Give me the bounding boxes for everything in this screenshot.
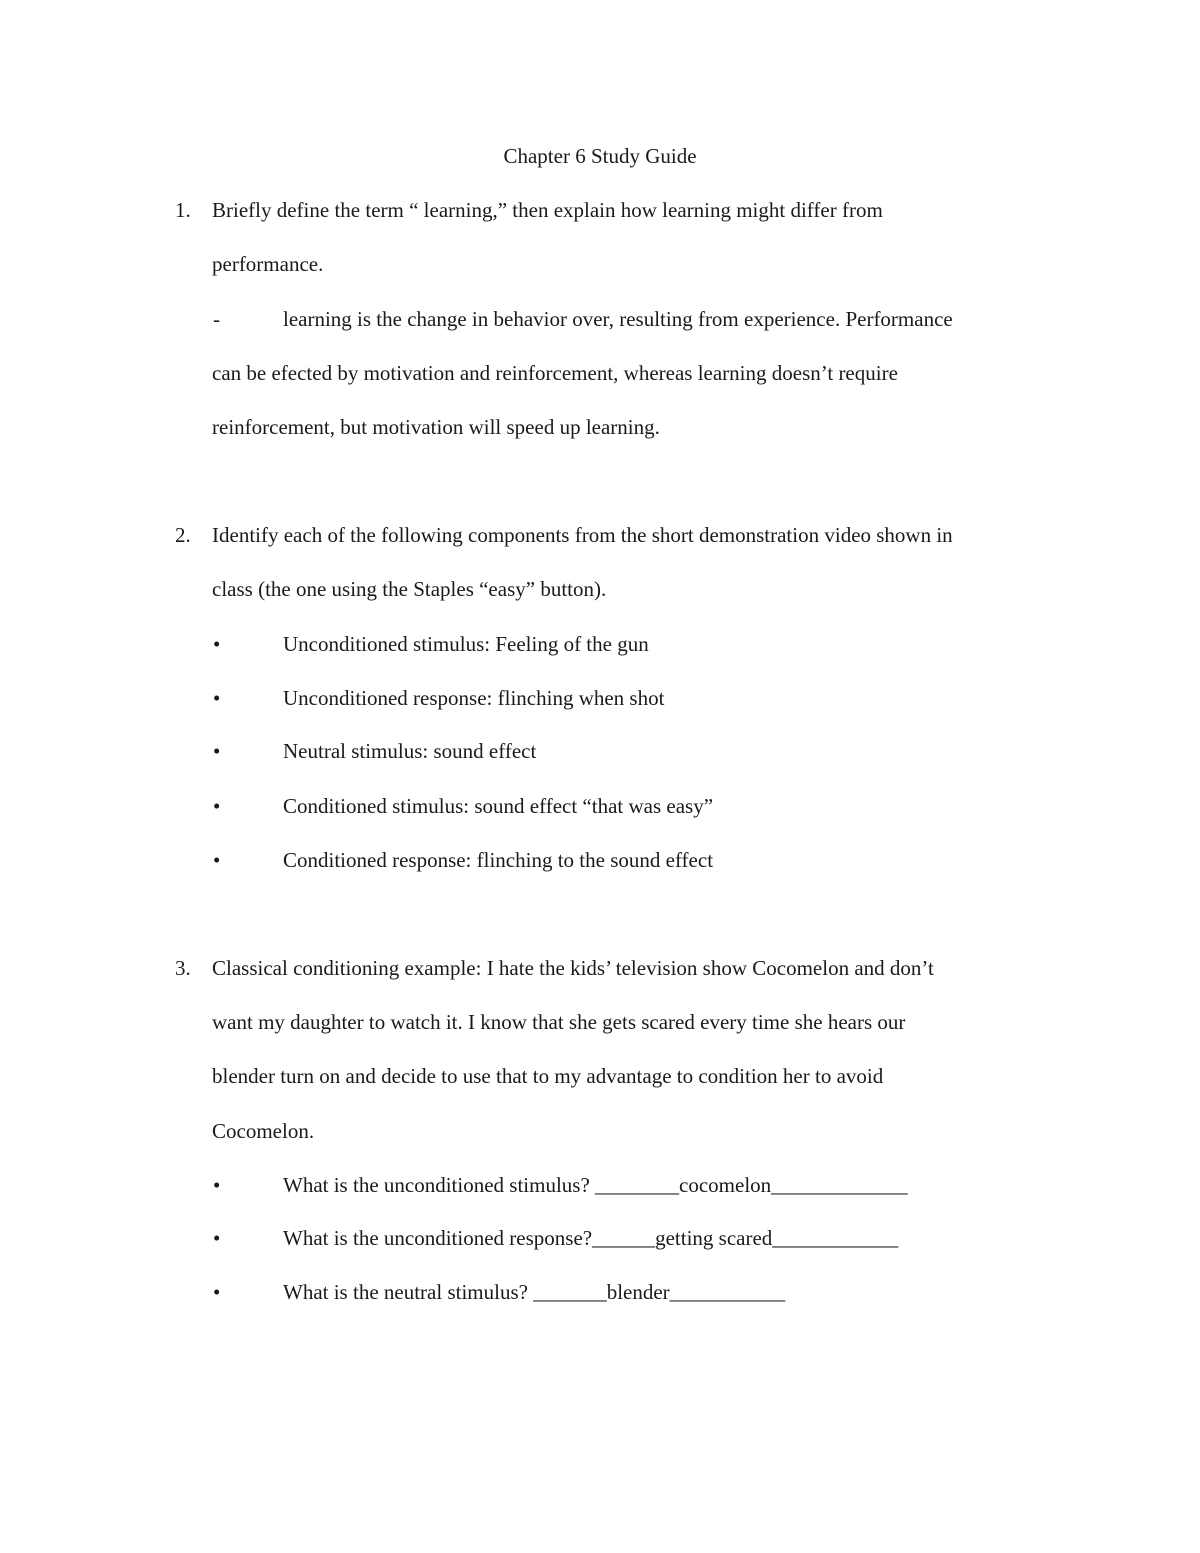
question-text-line: class (the one using the Staples “easy” button).: [212, 577, 607, 601]
question-number: 2.: [175, 523, 191, 547]
bullet-marker: •: [213, 794, 221, 818]
question-text-line: Cocomelon.: [212, 1119, 315, 1143]
bullet-item: What is the unconditioned stimulus? ________cocomelon_____________: [283, 1173, 908, 1197]
answer-text-line: can be efected by motivation and reinforcement, whereas learning doesn’t require: [212, 361, 898, 385]
bullet-item: Conditioned response: flinching to the sound effect: [283, 848, 714, 872]
answer-dash-marker: -: [213, 307, 220, 331]
page-title: Chapter 6 Study Guide: [503, 144, 697, 168]
bullet-marker: •: [213, 1280, 221, 1304]
bullet-marker: •: [213, 686, 221, 710]
bullet-item: What is the unconditioned response?______getting scared____________: [283, 1226, 899, 1250]
question-text-line: want my daughter to watch it. I know that she gets scared every time she hears our: [212, 1010, 906, 1034]
bullet-item: Neutral stimulus: sound effect: [283, 739, 537, 763]
question-text-line: Classical conditioning example: I hate the kids’ television show Cocomelon and don’t: [212, 956, 934, 980]
bullet-marker: •: [213, 739, 221, 763]
bullet-marker: •: [213, 1173, 221, 1197]
bullet-marker: •: [213, 632, 221, 656]
bullet-item: Unconditioned response: flinching when shot: [283, 686, 665, 710]
question-number: 3.: [175, 956, 191, 980]
bullet-marker: •: [213, 848, 221, 872]
question-text-line: performance.: [212, 252, 324, 276]
question-number: 1.: [175, 198, 191, 222]
question-text-line: blender turn on and decide to use that to my advantage to condition her to avoid: [212, 1064, 884, 1088]
question-text-line: Identify each of the following components from the short demonstration video shown in: [212, 523, 953, 547]
bullet-item: Conditioned stimulus: sound effect “that was easy”: [283, 794, 714, 818]
answer-text-line: reinforcement, but motivation will speed up learning.: [212, 415, 660, 439]
bullet-item: What is the neutral stimulus? _______blender___________: [283, 1280, 786, 1304]
answer-text-line: learning is the change in behavior over, resulting from experience. Performance: [283, 307, 953, 331]
bullet-item: Unconditioned stimulus: Feeling of the gun: [283, 632, 649, 656]
question-text-line: Briefly define the term “ learning,” then explain how learning might differ from: [212, 198, 883, 222]
bullet-marker: •: [213, 1226, 221, 1250]
